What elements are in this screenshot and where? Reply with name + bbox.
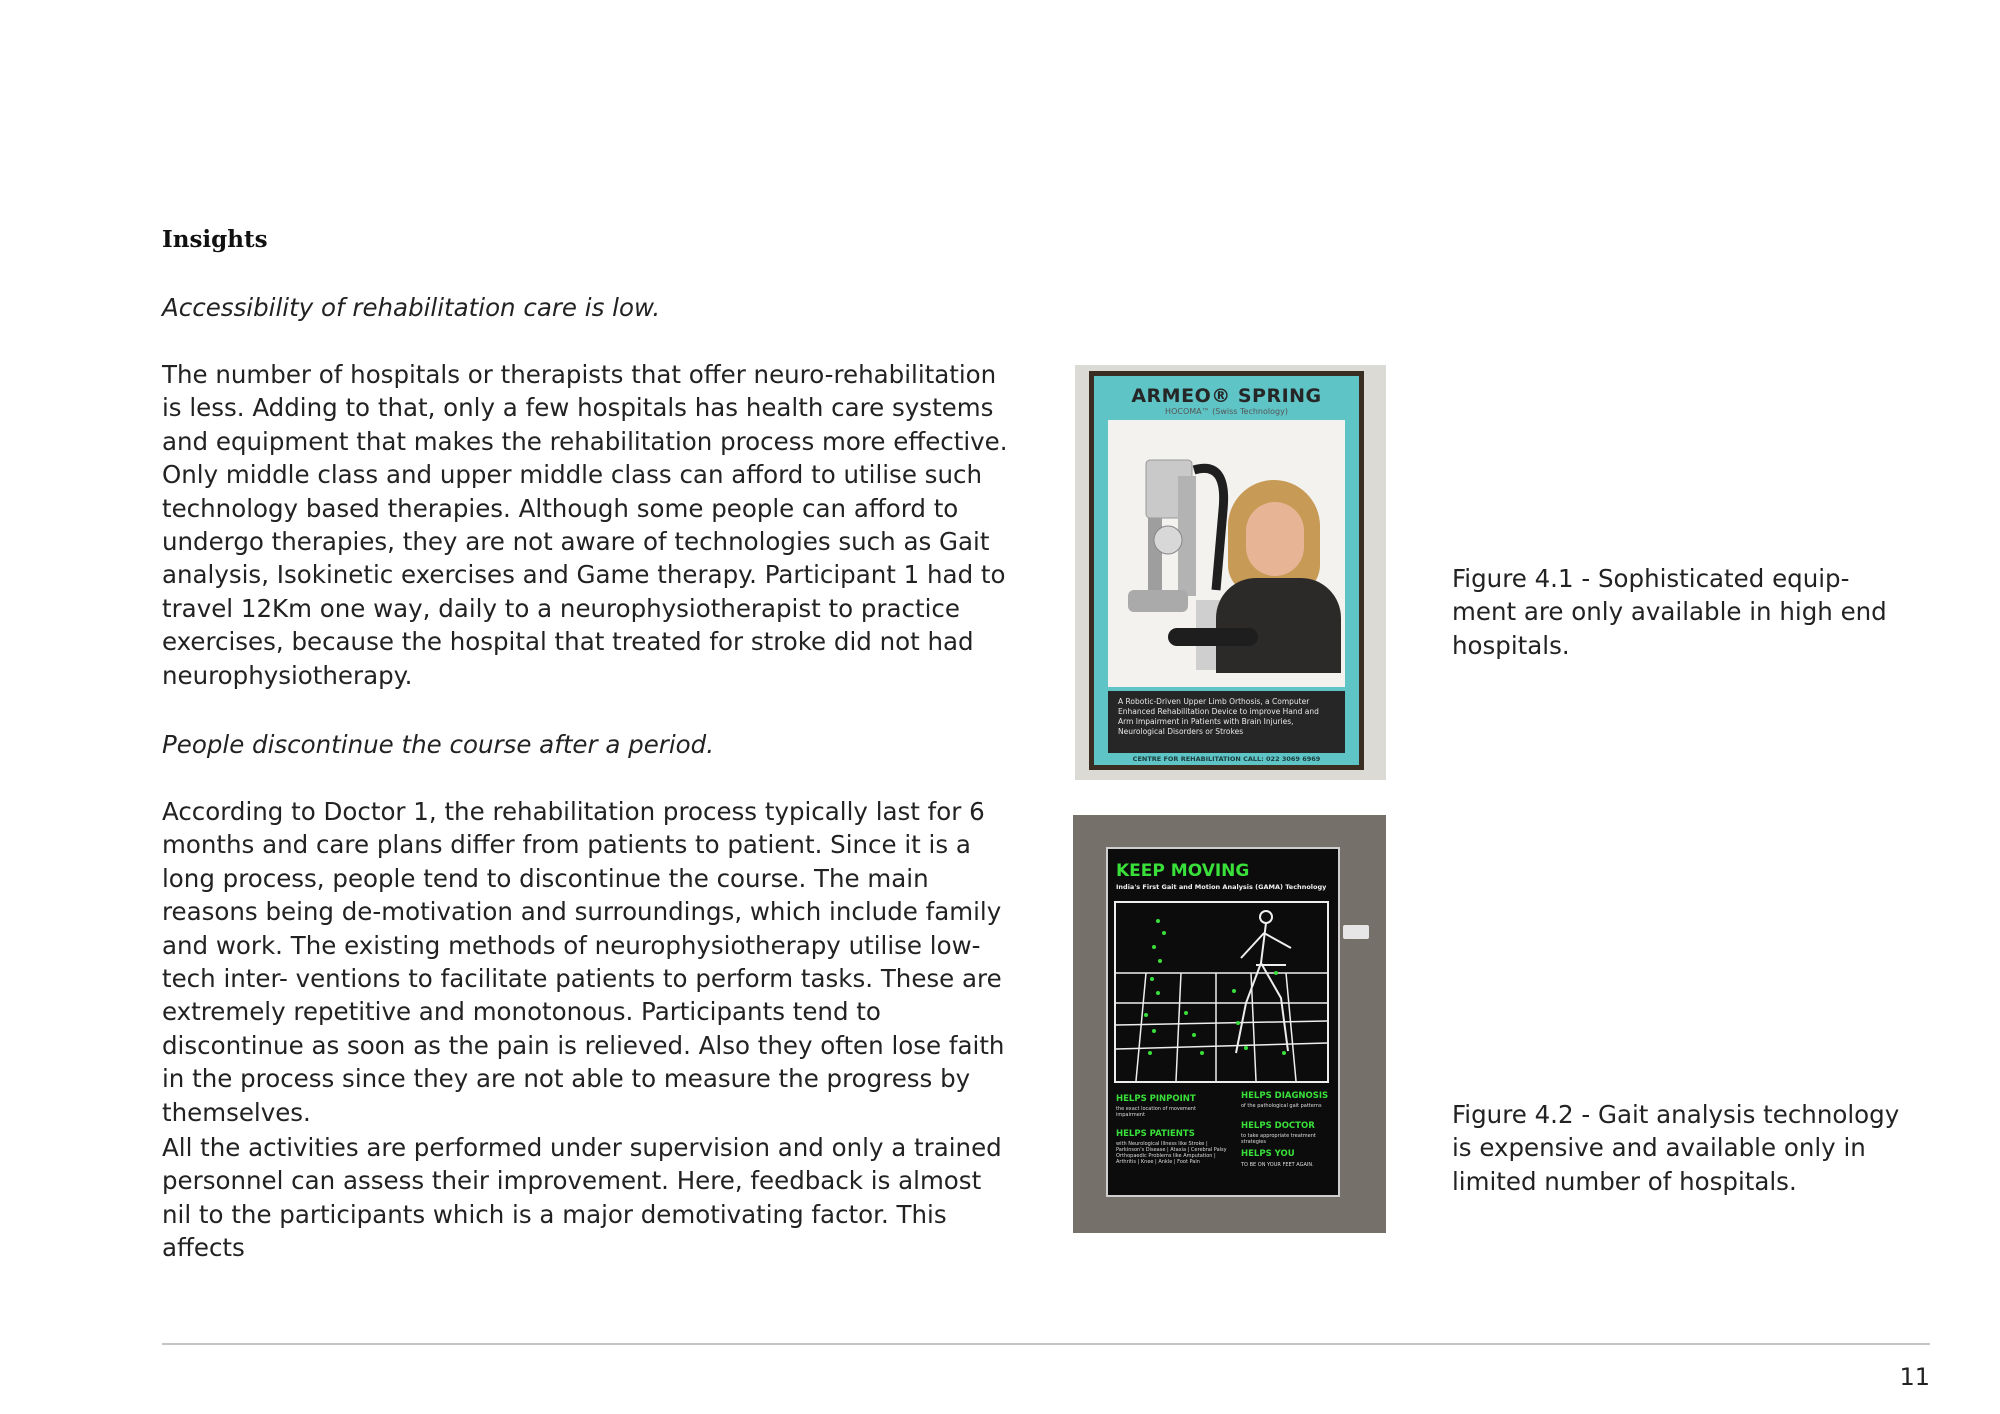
section-heading: Insights [162,226,268,253]
gait-poster-title: KEEP MOVING [1116,861,1250,881]
gait-poster [1106,847,1340,1197]
poster-background [1094,376,1359,765]
paragraph-supervision: All the activities are performed under supervision and only a trained personnel can assess their improvement. Here, feedback is almost nil to the participants which is a major demotivating factor. This affects [162,1133,1002,1263]
gait-label-pinpoint: HELPS PINPOINT [1116,1094,1196,1104]
gait-grid [1114,901,1329,1083]
poster-footer: CENTRE FOR REHABILITATION CALL: 022 3069 6969 [1132,755,1321,763]
gait-figure-illustration [1116,903,1327,1081]
gait-sublabel-patients: with Neurological Illness like Stroke | Parkinson's Disease | Ataxia | Cerebral Palsy Orthopaedic Problems like Amputation | Arthritis | Knee | Ankle | Foot Pain [1116,1141,1227,1165]
subheading-discontinue: People discontinue the course after a period. [162,730,714,759]
figure-gait-analysis-photo [1073,815,1386,1233]
poster-subtitle: HOCOMA™ (Swiss Technology) [1165,407,1288,416]
gait-poster-subtitle: India's First Gait and Motion Analysis (GAMA) Technology [1116,883,1327,891]
person-arm [1168,628,1258,646]
figure-4-2-caption: Figure 4.2 - Gait analysis technology is expensive and available only in limited number of hospitals. [1452,1100,1900,1196]
gait-sublabel-doctor: to take appropriate treatment strategies [1241,1133,1316,1145]
person-body [1216,578,1341,673]
gait-sublabel-diagnosis: of the pathological gait patterns [1241,1103,1322,1109]
poster-title: ARMEO® SPRING [1131,385,1322,407]
gait-sublabel-pinpoint: the exact location of movement impairment [1116,1106,1196,1118]
person-face [1246,502,1304,576]
figure-4-1-caption: Figure 4.1 - Sophisticated equip- ment are only available in high end hospitals. [1452,564,1887,660]
poster-frame [1089,371,1364,770]
figure-armeo-spring-photo [1075,365,1386,780]
gait-label-you: HELPS YOU [1241,1149,1295,1159]
gait-label-doctor: HELPS DOCTOR [1241,1121,1315,1131]
gait-sublabel-you: TO BE ON YOUR FEET AGAIN. [1241,1162,1314,1168]
subheading-accessibility: Accessibility of rehabilitation care is low. [162,293,661,322]
wall-switch [1343,925,1369,939]
footer-rule [162,1343,1930,1345]
paragraph-accessibility: The number of hospitals or therapists that offer neuro-rehabilitation is less. Adding to that, only a few hospitals has health care systems and equipment that makes the rehabilitation process more effective. Only middle class and upper middle class can afford to utilise such technology based therapies. Although some people can afford to undergo therapies, they are not aware of technologies such as Gait analysis, Isokinetic exercises and Game therapy. Participant 1 had to travel 12Km one way, daily to a neurophysiotherapist to practice exercises, because the hospital that treated for stroke did not had neurophysiotherapy. [162,360,1008,690]
paragraph-discontinue: According to Doctor 1, the rehabilitation process typically last for 6 months and care plans differ from patients to patient. Since it is a long process, people tend to discontinue the course. The main reasons being de-motivation and surroundings, which include family and work. The existing methods of neurophysiotherapy utilise low-tech inter- ventions to facilitate patients to perform tasks. These are extremely repetitive and monotonous. Participants tend to discontinue as soon as the pain is relieved. Also they often lose faith in the process since they are not able to measure the progress by themselves. [162,797,1005,1127]
page-number: 11 [1899,1363,1930,1391]
gait-label-diagnosis: HELPS DIAGNOSIS [1241,1091,1329,1101]
poster-photo [1108,420,1345,687]
poster-description [1108,691,1345,753]
gait-label-patients: HELPS PATIENTS [1116,1129,1195,1139]
poster-description-text: A Robotic-Driven Upper Limb Orthosis, a Computer Enhanced Rehabilitation Device to improve Hand and Arm Impairment in Patients with Brain Injuries, Neurological Disorders or Strokes [1118,697,1319,736]
